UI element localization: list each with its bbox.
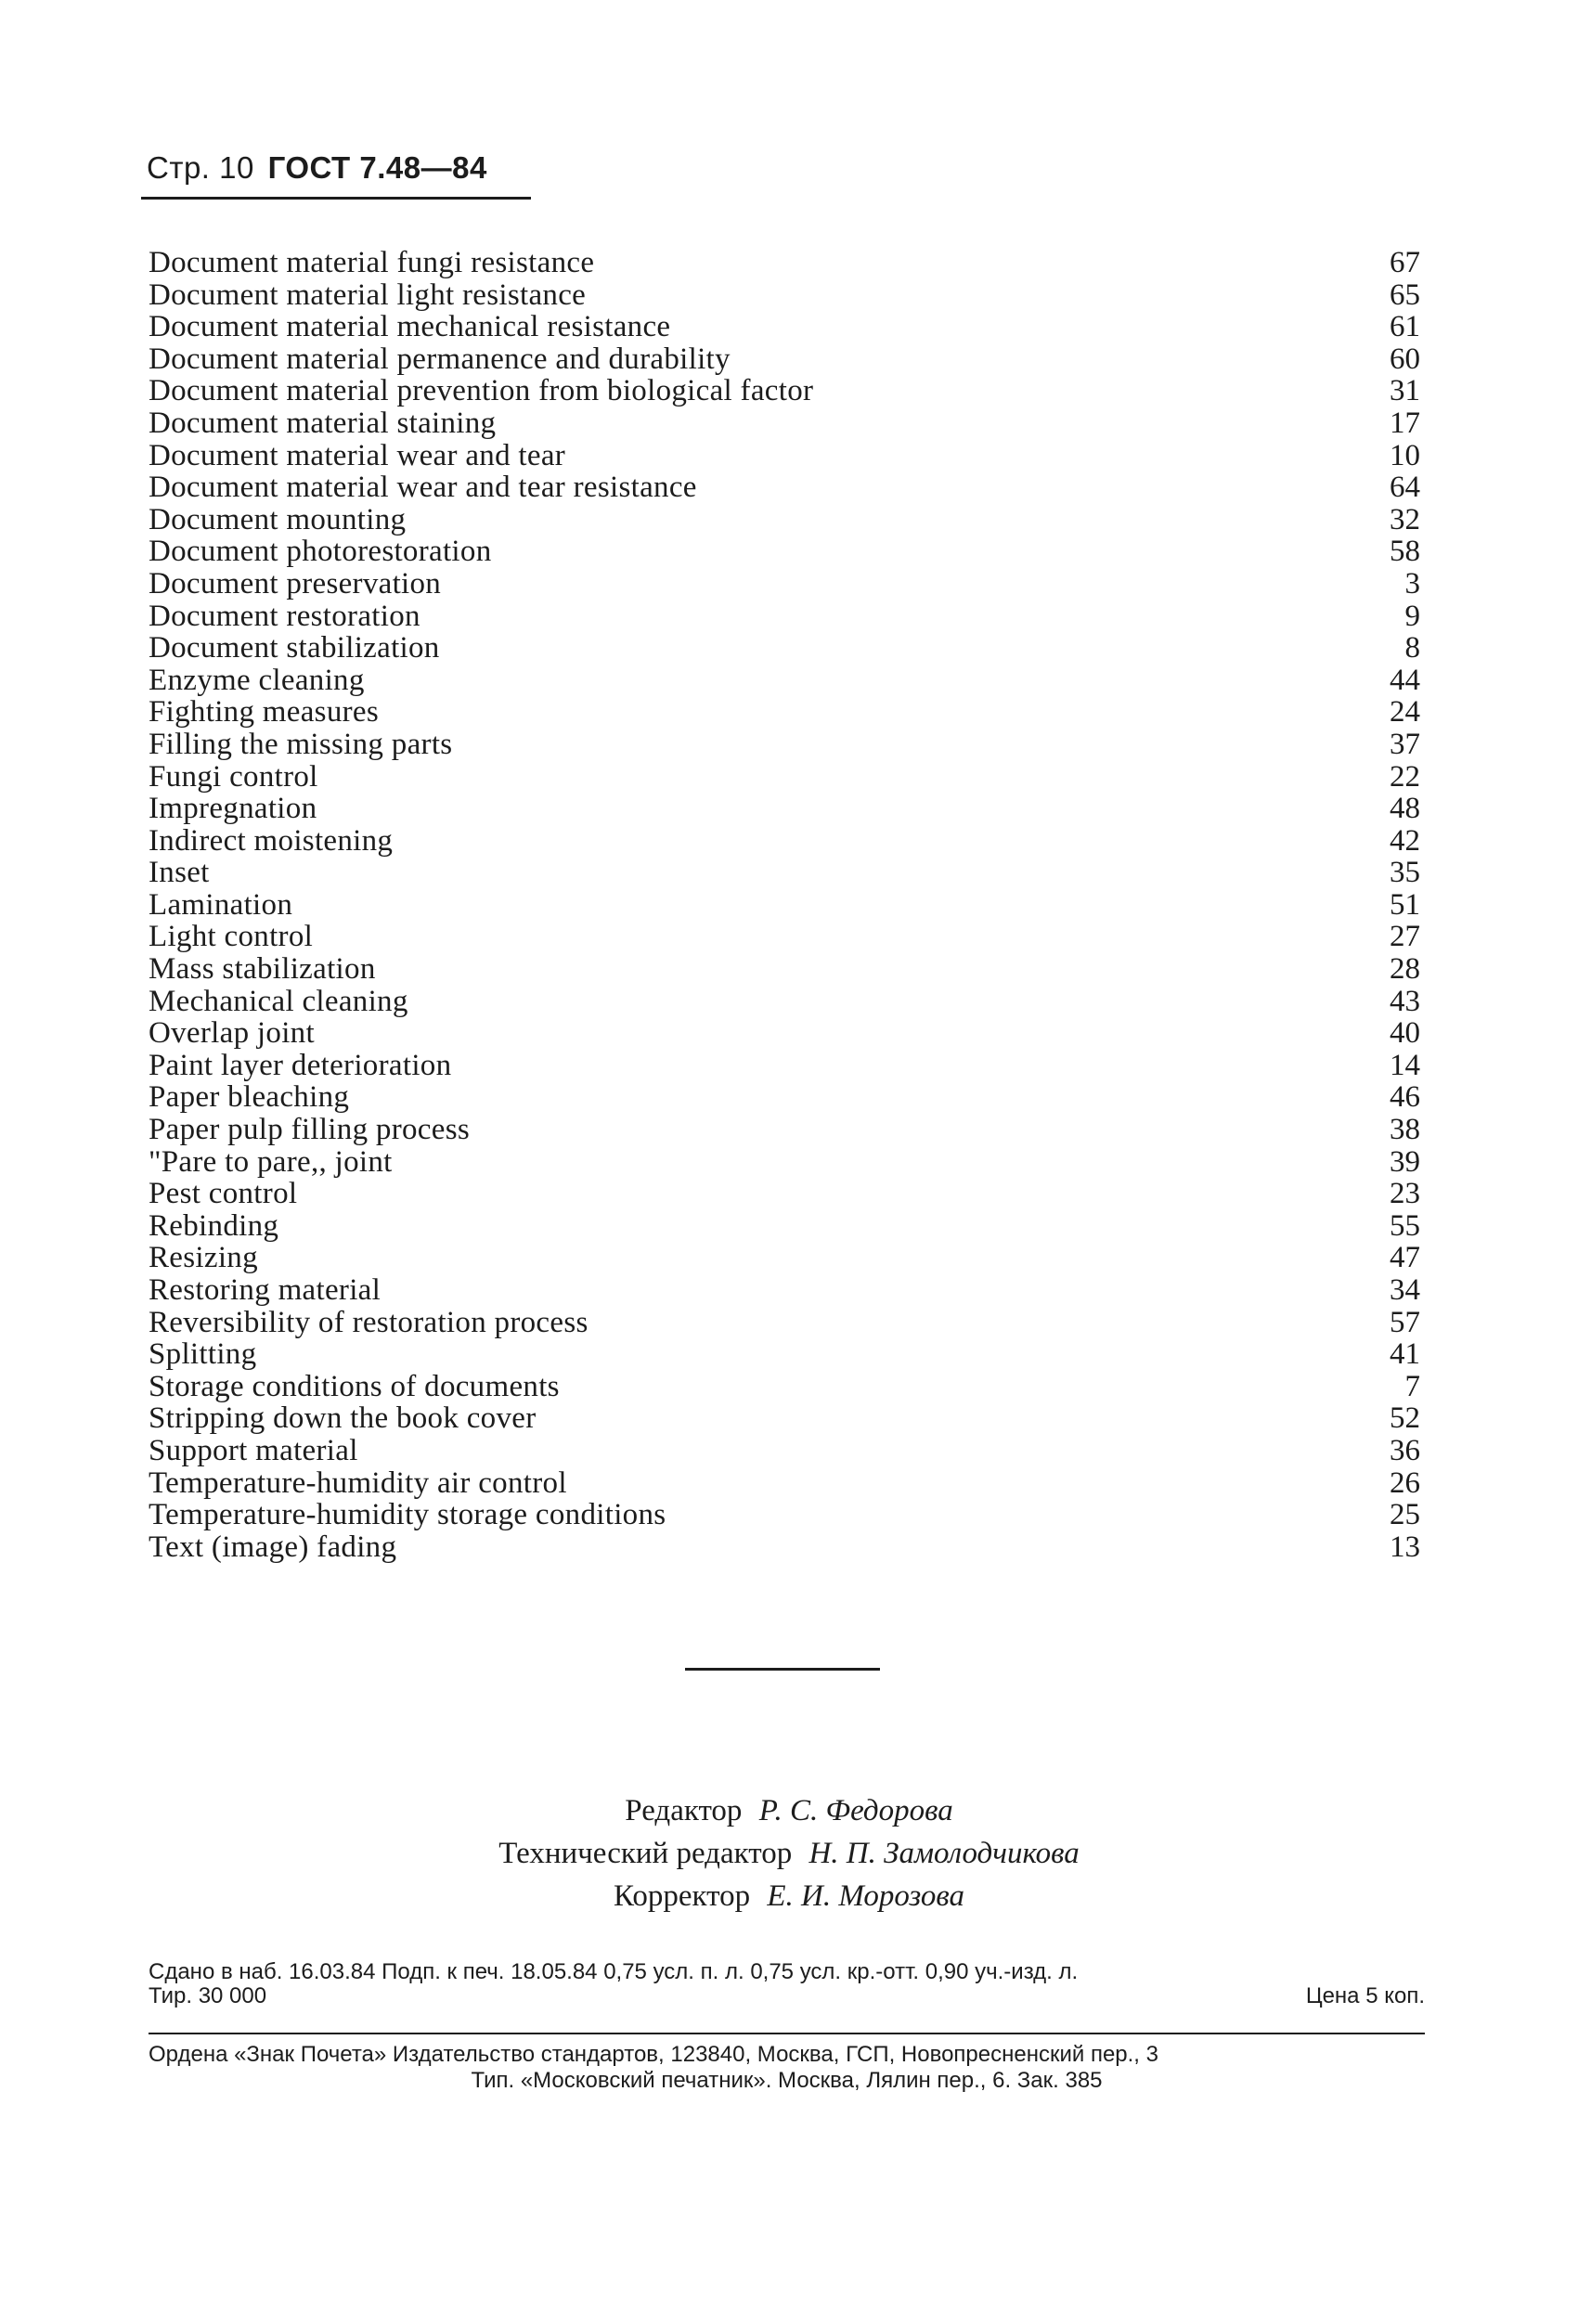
index-number: 25 xyxy=(1390,1498,1420,1532)
proofreader-line xyxy=(0,1875,1578,1917)
index-entry xyxy=(149,1467,1420,1500)
index-term: Paper pulp filling process xyxy=(149,1113,470,1147)
index-number: 38 xyxy=(1390,1113,1420,1147)
index-entry xyxy=(149,1242,1420,1274)
index-number: 31 xyxy=(1390,374,1420,408)
index-term: Document material staining xyxy=(149,406,497,440)
index-term: Document material fungi resistance xyxy=(149,246,595,279)
index-number: 35 xyxy=(1390,856,1420,890)
index-term: Document restoration xyxy=(149,599,420,633)
index-term: Inset xyxy=(149,856,210,890)
index-term: Pest control xyxy=(149,1177,298,1211)
header-rule xyxy=(141,197,531,200)
index-number: 65 xyxy=(1390,278,1420,312)
index-number: 26 xyxy=(1390,1465,1420,1500)
imprint-rule xyxy=(149,2033,1425,2034)
index-term: Impregnation xyxy=(149,792,317,826)
index-term: Support material xyxy=(149,1433,358,1467)
index-number: 39 xyxy=(1390,1144,1420,1179)
index-number: 67 xyxy=(1390,246,1420,279)
index-number: 10 xyxy=(1390,438,1420,472)
index-term: Document material wear and tear xyxy=(149,438,566,472)
publisher-block xyxy=(149,2042,1425,2094)
proofreader-role: Корректор xyxy=(614,1879,751,1913)
index-entry xyxy=(149,440,1420,472)
index-entry xyxy=(149,1402,1420,1435)
index-number: 9 xyxy=(1404,599,1420,633)
tech-editor-role: Технический редактор xyxy=(498,1837,793,1870)
index-term: Mechanical cleaning xyxy=(149,984,408,1018)
index-term: Reversibility of restoration process xyxy=(149,1305,589,1339)
index-entry xyxy=(149,1146,1420,1179)
index-number: 17 xyxy=(1390,406,1420,440)
index-entry xyxy=(149,761,1420,794)
index-term: Fungi control xyxy=(149,759,318,794)
imprint-circulation-line xyxy=(149,1984,1425,2008)
index-entry xyxy=(149,793,1420,825)
index-term: Storage conditions of documents xyxy=(149,1369,560,1403)
index-number: 13 xyxy=(1390,1530,1420,1564)
index-entry xyxy=(149,921,1420,953)
index-number: 47 xyxy=(1390,1241,1420,1275)
index-term: Paper bleaching xyxy=(149,1080,350,1115)
editor-name: Р. С. Федорова xyxy=(758,1794,953,1827)
tech-editor-line xyxy=(0,1832,1578,1875)
index-number: 64 xyxy=(1390,471,1420,505)
index-entry xyxy=(149,375,1420,407)
index-entry xyxy=(149,1114,1420,1146)
index-number: 61 xyxy=(1390,310,1420,344)
index-number: 28 xyxy=(1390,952,1420,987)
index-entry xyxy=(149,1081,1420,1114)
index-term: Paint layer deterioration xyxy=(149,1048,452,1082)
index-entry xyxy=(149,471,1420,504)
index-number: 40 xyxy=(1390,1016,1420,1051)
index-number: 32 xyxy=(1390,502,1420,536)
index-term: Document material permanence and durability xyxy=(149,342,731,376)
index-number: 44 xyxy=(1390,663,1420,697)
index-entry xyxy=(149,729,1420,761)
index-term: Document material wear and tear resistance xyxy=(149,471,697,505)
index-term: "Pare to pare,, joint xyxy=(149,1144,393,1179)
editor-line xyxy=(0,1789,1578,1832)
imprint-block xyxy=(149,1960,1425,2008)
index-number: 52 xyxy=(1390,1401,1420,1436)
index-term: Document material prevention from biological factor xyxy=(149,374,814,408)
tech-editor-name: Н. П. Замолодчикова xyxy=(808,1837,1080,1870)
index-entry xyxy=(149,407,1420,440)
index-term: Fighting measures xyxy=(149,695,379,729)
index-entry xyxy=(149,343,1420,376)
index-term: Enzyme cleaning xyxy=(149,663,365,697)
index-term: Temperature-humidity storage conditions xyxy=(149,1498,666,1532)
index-entry xyxy=(149,1531,1420,1564)
index-number: 43 xyxy=(1390,984,1420,1018)
index-term: Resizing xyxy=(149,1241,258,1275)
index-term: Document preservation xyxy=(149,566,442,600)
index-term: Stripping down the book cover xyxy=(149,1401,537,1436)
index-entry xyxy=(149,1307,1420,1339)
printer-line: Тип. «Московский печатник». Москва, Лялин пер., 6. Зак. 385 xyxy=(471,2068,1103,2093)
index-term: Restoring material xyxy=(149,1273,382,1307)
index-number: 57 xyxy=(1390,1305,1420,1339)
index-term: Rebinding xyxy=(149,1208,279,1243)
term-index-list xyxy=(149,247,1420,1563)
index-entry xyxy=(149,504,1420,536)
index-term: Document stabilization xyxy=(149,631,440,665)
index-entry xyxy=(149,247,1420,279)
index-term: Text (image) fading xyxy=(149,1530,397,1564)
page-number: Стр. 10 xyxy=(147,150,254,185)
index-number: 42 xyxy=(1390,823,1420,858)
index-number: 7 xyxy=(1404,1369,1420,1403)
index-entry xyxy=(149,536,1420,568)
editor-role: Редактор xyxy=(625,1794,743,1827)
index-term: Temperature-humidity air control xyxy=(149,1465,567,1500)
index-entry xyxy=(149,1274,1420,1307)
index-entry xyxy=(149,1338,1420,1371)
index-entry xyxy=(149,696,1420,729)
index-number: 27 xyxy=(1390,920,1420,954)
index-number: 51 xyxy=(1390,887,1420,922)
index-entry xyxy=(149,857,1420,889)
index-term: Splitting xyxy=(149,1337,257,1372)
index-entry xyxy=(149,1210,1420,1243)
index-term: Indirect moistening xyxy=(149,823,394,858)
index-number: 22 xyxy=(1390,759,1420,794)
index-entry xyxy=(149,665,1420,697)
index-number: 14 xyxy=(1390,1048,1420,1082)
index-term: Document mounting xyxy=(149,502,407,536)
index-entry xyxy=(149,1178,1420,1210)
index-number: 58 xyxy=(1390,535,1420,569)
index-term: Lamination xyxy=(149,887,293,922)
index-entry xyxy=(149,986,1420,1018)
index-number: 24 xyxy=(1390,695,1420,729)
page-header xyxy=(147,150,529,187)
index-entry xyxy=(149,1371,1420,1403)
section-divider xyxy=(685,1668,880,1671)
credits-block xyxy=(0,1789,1578,1917)
index-term: Overlap joint xyxy=(149,1016,315,1051)
index-entry xyxy=(149,1050,1420,1082)
index-number: 36 xyxy=(1390,1433,1420,1467)
index-entry xyxy=(149,953,1420,986)
index-entry xyxy=(149,600,1420,633)
imprint-dates-line xyxy=(149,1960,1425,1984)
publisher-line: Ордена «Знак Почета» Издательство стандартов, 123840, Москва, ГСП, Новопресненский пер., 3 xyxy=(149,2042,1158,2067)
index-number: 41 xyxy=(1390,1337,1420,1372)
index-term: Document material light resistance xyxy=(149,278,587,312)
index-entry xyxy=(149,1435,1420,1467)
index-term: Document photorestoration xyxy=(149,535,492,569)
imprint-dates: Сдано в наб. 16.03.84 Подп. к печ. 18.05.84 0,75 усл. п. л. 0,75 усл. кр.-отт. 0,90 уч.-изд. л. xyxy=(149,1959,1079,1984)
index-term: Document material mechanical resistance xyxy=(149,310,671,344)
index-term: Filling the missing parts xyxy=(149,727,453,761)
index-number: 48 xyxy=(1390,792,1420,826)
index-number: 23 xyxy=(1390,1177,1420,1211)
index-number: 37 xyxy=(1390,727,1420,761)
index-term: Mass stabilization xyxy=(149,952,376,987)
index-entry xyxy=(149,825,1420,858)
index-entry xyxy=(149,889,1420,922)
index-number: 8 xyxy=(1404,631,1420,665)
index-number: 46 xyxy=(1390,1080,1420,1115)
index-term: Light control xyxy=(149,920,314,954)
index-entry xyxy=(149,632,1420,665)
price: Цена 5 коп. xyxy=(1305,1983,1425,2008)
index-number: 60 xyxy=(1390,342,1420,376)
index-entry xyxy=(149,1017,1420,1050)
index-number: 34 xyxy=(1390,1273,1420,1307)
index-number: 55 xyxy=(1390,1208,1420,1243)
index-entry xyxy=(149,311,1420,343)
proofreader-name: Е. И. Морозова xyxy=(767,1879,964,1913)
index-number: 3 xyxy=(1404,566,1420,600)
standard-designation: ГОСТ 7.48—84 xyxy=(267,150,487,185)
index-entry xyxy=(149,1499,1420,1531)
index-entry xyxy=(149,279,1420,312)
circulation: Тир. 30 000 xyxy=(149,1983,267,2008)
index-entry xyxy=(149,568,1420,600)
